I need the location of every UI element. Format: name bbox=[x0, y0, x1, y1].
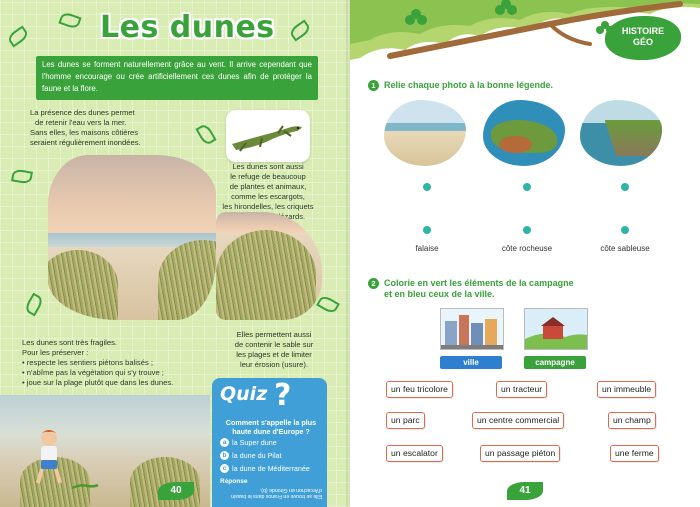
quiz-box bbox=[212, 378, 327, 507]
quiz-title: Quiz bbox=[220, 383, 268, 405]
text-line: Les dunes sont très fragiles. bbox=[22, 338, 117, 347]
leaf-decoration bbox=[6, 25, 30, 47]
word-ferme[interactable]: une ferme bbox=[610, 445, 659, 462]
text-line: de retenir l'eau vers la mer. bbox=[35, 118, 127, 127]
lead-paragraph: Les dunes se forment naturellement grâce au vent. Il arrive cependant que l'homme encourage ou crée artificiellement ces dunes afin de protéger la faune et la flore. bbox=[36, 56, 318, 100]
right-page bbox=[350, 0, 700, 507]
text-line: • respecte les sentiers piétons balisés ; bbox=[22, 358, 153, 367]
quiz-option-a bbox=[220, 438, 277, 447]
photo-beach bbox=[384, 100, 466, 166]
leaf-decoration bbox=[23, 293, 44, 317]
option-letter: c bbox=[220, 464, 229, 473]
leaf-decoration bbox=[288, 19, 312, 41]
text-line: leur érosion (usure). bbox=[240, 360, 308, 369]
text-line: • joue sur la plage plutôt que dans les dunes. bbox=[22, 378, 174, 387]
question-number: 1 bbox=[368, 80, 379, 91]
match-dot-bottom-2[interactable] bbox=[523, 226, 531, 234]
boy-illustration bbox=[32, 428, 66, 486]
word-feu-tricolore[interactable]: un feu tricolore bbox=[386, 381, 453, 398]
text-sand bbox=[224, 330, 324, 370]
word-tracteur[interactable]: un tracteur bbox=[496, 381, 547, 398]
match-dot-bottom-3[interactable] bbox=[621, 226, 629, 234]
word-parc[interactable]: un parc bbox=[386, 412, 425, 429]
subject-badge bbox=[605, 16, 681, 60]
word-escalator[interactable]: un escalator bbox=[386, 445, 443, 462]
text-line: les hirondelles, les criquets bbox=[222, 202, 314, 211]
match-dot-top-1[interactable] bbox=[423, 183, 431, 191]
question-mark-icon: ? bbox=[274, 378, 292, 413]
question-text-line: Colorie en vert les éléments de la campagne bbox=[384, 278, 574, 288]
text-fragile bbox=[22, 338, 173, 388]
quiz-answer: Elle se trouve en France dans le bassin d'Arcachon en Gironde (b). bbox=[231, 487, 322, 499]
photo-sand bbox=[384, 131, 466, 166]
caption-falaise: falaise bbox=[415, 244, 439, 253]
text-line: le refuge de beaucoup bbox=[230, 172, 306, 181]
question-text: Relie chaque photo à la bonne légende. bbox=[384, 80, 554, 90]
match-dot-top-2[interactable] bbox=[523, 183, 531, 191]
option-text: la dune du Pilat bbox=[232, 451, 282, 460]
photo-rocky-coast bbox=[483, 100, 565, 166]
match-dot-bottom-1[interactable] bbox=[423, 226, 431, 234]
question-text-line: et en bleu ceux de la ville. bbox=[384, 289, 495, 299]
quiz-option-c bbox=[220, 464, 310, 473]
text-line: Pour les préserver : bbox=[22, 348, 89, 357]
photo-rocks bbox=[499, 136, 532, 153]
lizard-photo bbox=[226, 110, 310, 162]
photo-sky bbox=[48, 155, 216, 238]
text-protect bbox=[30, 108, 141, 148]
caption-cote-sableuse: côte sableuse bbox=[600, 244, 650, 253]
page-number-left: 40 bbox=[158, 482, 194, 500]
text-line: • n'abîme pas la végétation qui s'y trouve ; bbox=[22, 368, 164, 377]
city-illustration bbox=[440, 308, 504, 350]
option-letter: a bbox=[220, 438, 229, 447]
page-title-wrap bbox=[100, 10, 275, 45]
farm-icon bbox=[525, 309, 587, 349]
photo-cliff bbox=[580, 100, 662, 166]
photo-sea bbox=[384, 123, 466, 131]
small-lizard-icon bbox=[70, 482, 100, 492]
photo-grass bbox=[216, 230, 316, 320]
text-line: comme les escargots, bbox=[231, 192, 305, 201]
page-title: Les dunes bbox=[100, 10, 275, 45]
lizard-icon bbox=[226, 110, 310, 162]
badge-line: HISTOIRE bbox=[621, 26, 665, 36]
option-text: la dune de Méditerranée bbox=[232, 464, 310, 473]
page-number-right: 41 bbox=[507, 482, 543, 500]
leaf-decoration bbox=[195, 123, 216, 147]
text-line: La présence des dunes permet bbox=[30, 108, 135, 117]
photo-grass bbox=[48, 250, 118, 320]
text-line: Les dunes sont aussi bbox=[232, 162, 304, 171]
countryside-illustration bbox=[524, 308, 588, 350]
word-centre-commercial[interactable]: un centre commercial bbox=[472, 412, 564, 429]
leaf-decoration bbox=[58, 11, 81, 30]
quiz-answer-label: Réponse bbox=[220, 478, 248, 485]
option-text: la Super dune bbox=[232, 438, 277, 447]
word-passage-pieton[interactable]: un passage piéton bbox=[480, 445, 560, 462]
question-number: 2 bbox=[368, 278, 379, 289]
caption-cote-rocheuse: côte rocheuse bbox=[501, 244, 553, 253]
word-champ[interactable]: un champ bbox=[608, 412, 656, 429]
quiz-question: Comment s'appelle la plus haute dune d'Europe ? bbox=[225, 418, 317, 436]
text-line: Elles permettent aussi bbox=[236, 330, 312, 339]
question-1-heading bbox=[368, 80, 553, 91]
quiz-option-b bbox=[220, 451, 282, 460]
photo-sky bbox=[384, 100, 466, 123]
badge-line: GÉO bbox=[632, 37, 653, 47]
word-immeuble[interactable]: un immeuble bbox=[597, 381, 656, 398]
question-2-heading bbox=[368, 278, 574, 300]
city-icon bbox=[441, 309, 503, 349]
dune-photo-right bbox=[216, 212, 322, 320]
text-line: les plages et de limiter bbox=[236, 350, 312, 359]
dune-photo bbox=[48, 155, 216, 320]
text-line: de contenir le sable sur bbox=[234, 340, 314, 349]
label-ville: ville bbox=[440, 356, 502, 369]
text-line: Sans elles, les maisons côtières bbox=[30, 128, 139, 137]
label-campagne: campagne bbox=[524, 356, 586, 369]
question-text bbox=[384, 278, 574, 300]
text-line: de plantes et animaux, bbox=[229, 182, 307, 191]
leaf-decoration bbox=[11, 168, 33, 184]
text-line: seraient régulièrement inondées. bbox=[30, 138, 141, 147]
match-dot-top-3[interactable] bbox=[621, 183, 629, 191]
option-letter: b bbox=[220, 451, 229, 460]
